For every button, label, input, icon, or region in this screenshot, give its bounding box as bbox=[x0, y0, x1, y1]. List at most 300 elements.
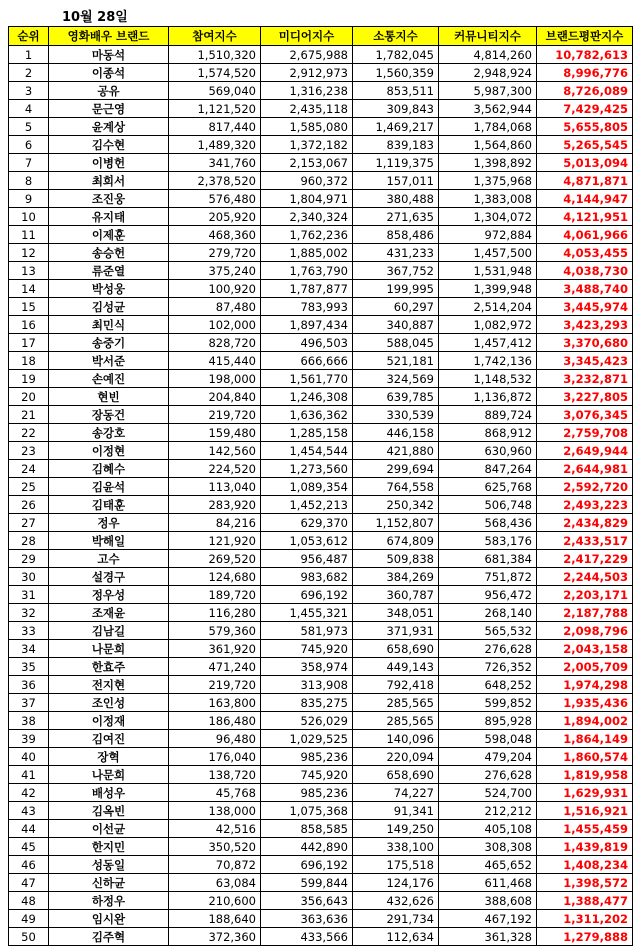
actor-name-cell: 김혜수 bbox=[49, 460, 169, 478]
actor-name-cell: 유지태 bbox=[49, 208, 169, 226]
media-cell: 1,273,560 bbox=[261, 460, 353, 478]
rank-cell: 20 bbox=[9, 388, 49, 406]
brand-index-cell: 2,434,829 bbox=[537, 514, 633, 532]
brand-index-cell: 1,629,931 bbox=[537, 784, 633, 802]
communication-cell: 285,565 bbox=[353, 712, 439, 730]
communication-cell: 157,011 bbox=[353, 172, 439, 190]
actor-name-cell: 이정현 bbox=[49, 442, 169, 460]
brand-index-cell: 1,279,888 bbox=[537, 928, 633, 946]
participation-cell: 100,920 bbox=[169, 280, 261, 298]
table-row bbox=[9, 856, 633, 874]
participation-cell: 1,121,520 bbox=[169, 100, 261, 118]
rank-cell: 10 bbox=[9, 208, 49, 226]
table-row bbox=[9, 100, 633, 118]
table-row bbox=[9, 388, 633, 406]
community-cell: 598,048 bbox=[439, 730, 537, 748]
table-row bbox=[9, 262, 633, 280]
brand-index-cell: 7,429,425 bbox=[537, 100, 633, 118]
table-row bbox=[9, 118, 633, 136]
rank-cell: 2 bbox=[9, 64, 49, 82]
table-row bbox=[9, 874, 633, 892]
community-cell: 308,308 bbox=[439, 838, 537, 856]
communication-cell: 1,782,045 bbox=[353, 46, 439, 64]
rank-cell: 21 bbox=[9, 406, 49, 424]
community-cell: 1,398,892 bbox=[439, 154, 537, 172]
community-cell: 1,148,532 bbox=[439, 370, 537, 388]
media-cell: 363,636 bbox=[261, 910, 353, 928]
actor-name-cell: 김남길 bbox=[49, 622, 169, 640]
media-cell: 599,844 bbox=[261, 874, 353, 892]
media-cell: 983,682 bbox=[261, 568, 353, 586]
table-row bbox=[9, 928, 633, 946]
participation-cell: 159,480 bbox=[169, 424, 261, 442]
table-row bbox=[9, 622, 633, 640]
brand-index-cell: 2,244,503 bbox=[537, 568, 633, 586]
table-row bbox=[9, 154, 633, 172]
media-cell: 1,804,971 bbox=[261, 190, 353, 208]
communication-cell: 338,100 bbox=[353, 838, 439, 856]
table-row bbox=[9, 316, 633, 334]
brand-index-cell: 5,655,805 bbox=[537, 118, 633, 136]
header-participation: 참여지수 bbox=[169, 27, 261, 46]
actor-name-cell: 임시완 bbox=[49, 910, 169, 928]
actor-name-cell: 박해일 bbox=[49, 532, 169, 550]
brand-index-cell: 4,871,871 bbox=[537, 172, 633, 190]
participation-cell: 204,840 bbox=[169, 388, 261, 406]
table-row bbox=[9, 298, 633, 316]
rank-cell: 9 bbox=[9, 190, 49, 208]
rank-cell: 24 bbox=[9, 460, 49, 478]
participation-cell: 84,216 bbox=[169, 514, 261, 532]
communication-cell: 509,838 bbox=[353, 550, 439, 568]
actor-name-cell: 최희서 bbox=[49, 172, 169, 190]
table-row bbox=[9, 658, 633, 676]
rank-cell: 41 bbox=[9, 766, 49, 784]
table-row bbox=[9, 190, 633, 208]
table-row bbox=[9, 370, 633, 388]
actor-name-cell: 장동건 bbox=[49, 406, 169, 424]
brand-index-cell: 1,516,921 bbox=[537, 802, 633, 820]
communication-cell: 764,558 bbox=[353, 478, 439, 496]
media-cell: 783,993 bbox=[261, 298, 353, 316]
brand-index-cell: 3,076,345 bbox=[537, 406, 633, 424]
community-cell: 506,748 bbox=[439, 496, 537, 514]
rank-cell: 30 bbox=[9, 568, 49, 586]
brand-index-cell: 1,388,477 bbox=[537, 892, 633, 910]
brand-index-cell: 3,232,871 bbox=[537, 370, 633, 388]
brand-index-cell: 8,726,089 bbox=[537, 82, 633, 100]
media-cell: 1,897,434 bbox=[261, 316, 353, 334]
actor-name-cell: 하정우 bbox=[49, 892, 169, 910]
participation-cell: 45,768 bbox=[169, 784, 261, 802]
rank-cell: 28 bbox=[9, 532, 49, 550]
participation-cell: 189,720 bbox=[169, 586, 261, 604]
table-row bbox=[9, 712, 633, 730]
brand-index-cell: 2,759,708 bbox=[537, 424, 633, 442]
media-cell: 1,285,158 bbox=[261, 424, 353, 442]
communication-cell: 658,690 bbox=[353, 640, 439, 658]
rank-cell: 15 bbox=[9, 298, 49, 316]
brand-index-cell: 3,445,974 bbox=[537, 298, 633, 316]
community-cell: 565,532 bbox=[439, 622, 537, 640]
brand-index-cell: 5,265,545 bbox=[537, 136, 633, 154]
brand-index-cell: 4,121,951 bbox=[537, 208, 633, 226]
participation-cell: 186,480 bbox=[169, 712, 261, 730]
actor-name-cell: 송승헌 bbox=[49, 244, 169, 262]
community-cell: 681,384 bbox=[439, 550, 537, 568]
communication-cell: 220,094 bbox=[353, 748, 439, 766]
rank-cell: 26 bbox=[9, 496, 49, 514]
rank-cell: 49 bbox=[9, 910, 49, 928]
community-cell: 388,608 bbox=[439, 892, 537, 910]
participation-cell: 42,516 bbox=[169, 820, 261, 838]
brand-index-cell: 1,894,002 bbox=[537, 712, 633, 730]
actor-name-cell: 이선균 bbox=[49, 820, 169, 838]
rank-cell: 45 bbox=[9, 838, 49, 856]
participation-cell: 124,680 bbox=[169, 568, 261, 586]
participation-cell: 468,360 bbox=[169, 226, 261, 244]
header-row bbox=[9, 27, 633, 46]
table-row bbox=[9, 460, 633, 478]
participation-cell: 415,440 bbox=[169, 352, 261, 370]
communication-cell: 839,183 bbox=[353, 136, 439, 154]
actor-name-cell: 이종석 bbox=[49, 64, 169, 82]
participation-cell: 361,920 bbox=[169, 640, 261, 658]
media-cell: 1,762,236 bbox=[261, 226, 353, 244]
communication-cell: 124,176 bbox=[353, 874, 439, 892]
participation-cell: 87,480 bbox=[169, 298, 261, 316]
rank-cell: 48 bbox=[9, 892, 49, 910]
table-row bbox=[9, 838, 633, 856]
actor-name-cell: 김성균 bbox=[49, 298, 169, 316]
participation-cell: 1,510,320 bbox=[169, 46, 261, 64]
media-cell: 1,089,354 bbox=[261, 478, 353, 496]
communication-cell: 853,511 bbox=[353, 82, 439, 100]
community-cell: 611,468 bbox=[439, 874, 537, 892]
participation-cell: 283,920 bbox=[169, 496, 261, 514]
actor-name-cell: 류준열 bbox=[49, 262, 169, 280]
rank-cell: 34 bbox=[9, 640, 49, 658]
table-row bbox=[9, 784, 633, 802]
actor-name-cell: 배성우 bbox=[49, 784, 169, 802]
media-cell: 581,973 bbox=[261, 622, 353, 640]
actor-name-cell: 성동일 bbox=[49, 856, 169, 874]
header-rank: 순위 bbox=[9, 27, 49, 46]
actor-name-cell: 전지현 bbox=[49, 676, 169, 694]
communication-cell: 521,181 bbox=[353, 352, 439, 370]
actor-name-cell: 정우성 bbox=[49, 586, 169, 604]
community-cell: 1,082,972 bbox=[439, 316, 537, 334]
table-row bbox=[9, 442, 633, 460]
rank-cell: 27 bbox=[9, 514, 49, 532]
actor-name-cell: 정우 bbox=[49, 514, 169, 532]
community-cell: 1,531,948 bbox=[439, 262, 537, 280]
participation-cell: 1,574,520 bbox=[169, 64, 261, 82]
participation-cell: 350,520 bbox=[169, 838, 261, 856]
community-cell: 1,383,008 bbox=[439, 190, 537, 208]
media-cell: 985,236 bbox=[261, 748, 353, 766]
media-cell: 313,908 bbox=[261, 676, 353, 694]
communication-cell: 324,569 bbox=[353, 370, 439, 388]
actor-name-cell: 고수 bbox=[49, 550, 169, 568]
community-cell: 212,212 bbox=[439, 802, 537, 820]
rank-cell: 25 bbox=[9, 478, 49, 496]
community-cell: 467,192 bbox=[439, 910, 537, 928]
brand-index-cell: 3,345,423 bbox=[537, 352, 633, 370]
participation-cell: 205,920 bbox=[169, 208, 261, 226]
communication-cell: 432,626 bbox=[353, 892, 439, 910]
actor-name-cell: 윤계상 bbox=[49, 118, 169, 136]
participation-cell: 142,560 bbox=[169, 442, 261, 460]
community-cell: 599,852 bbox=[439, 694, 537, 712]
actor-name-cell: 현빈 bbox=[49, 388, 169, 406]
brand-index-cell: 2,187,788 bbox=[537, 604, 633, 622]
community-cell: 5,987,300 bbox=[439, 82, 537, 100]
rank-cell: 29 bbox=[9, 550, 49, 568]
actor-name-cell: 이정재 bbox=[49, 712, 169, 730]
actor-name-cell: 한효주 bbox=[49, 658, 169, 676]
rank-cell: 38 bbox=[9, 712, 49, 730]
actor-name-cell: 김태훈 bbox=[49, 496, 169, 514]
communication-cell: 1,119,375 bbox=[353, 154, 439, 172]
brand-index-cell: 2,644,981 bbox=[537, 460, 633, 478]
communication-cell: 140,096 bbox=[353, 730, 439, 748]
header-communication: 소통지수 bbox=[353, 27, 439, 46]
community-cell: 1,564,860 bbox=[439, 136, 537, 154]
rank-cell: 11 bbox=[9, 226, 49, 244]
rank-cell: 32 bbox=[9, 604, 49, 622]
community-cell: 625,768 bbox=[439, 478, 537, 496]
communication-cell: 1,469,217 bbox=[353, 118, 439, 136]
table-row bbox=[9, 766, 633, 784]
brand-reputation-table bbox=[8, 26, 633, 946]
brand-index-cell: 2,417,229 bbox=[537, 550, 633, 568]
communication-cell: 271,635 bbox=[353, 208, 439, 226]
brand-index-cell: 1,311,202 bbox=[537, 910, 633, 928]
brand-index-cell: 2,203,171 bbox=[537, 586, 633, 604]
media-cell: 1,454,544 bbox=[261, 442, 353, 460]
actor-name-cell: 김주혁 bbox=[49, 928, 169, 946]
brand-index-cell: 4,061,966 bbox=[537, 226, 633, 244]
actor-name-cell: 이병헌 bbox=[49, 154, 169, 172]
community-cell: 479,204 bbox=[439, 748, 537, 766]
rank-cell: 37 bbox=[9, 694, 49, 712]
actor-name-cell: 김수현 bbox=[49, 136, 169, 154]
rank-cell: 18 bbox=[9, 352, 49, 370]
media-cell: 745,920 bbox=[261, 766, 353, 784]
brand-index-cell: 1,408,234 bbox=[537, 856, 633, 874]
participation-cell: 138,000 bbox=[169, 802, 261, 820]
media-cell: 745,920 bbox=[261, 640, 353, 658]
communication-cell: 299,694 bbox=[353, 460, 439, 478]
participation-cell: 219,720 bbox=[169, 676, 261, 694]
community-cell: 361,328 bbox=[439, 928, 537, 946]
table-row bbox=[9, 640, 633, 658]
table-row bbox=[9, 136, 633, 154]
community-cell: 1,742,136 bbox=[439, 352, 537, 370]
rank-cell: 47 bbox=[9, 874, 49, 892]
communication-cell: 285,565 bbox=[353, 694, 439, 712]
participation-cell: 102,000 bbox=[169, 316, 261, 334]
community-cell: 1,399,948 bbox=[439, 280, 537, 298]
communication-cell: 74,227 bbox=[353, 784, 439, 802]
media-cell: 1,075,368 bbox=[261, 802, 353, 820]
media-cell: 956,487 bbox=[261, 550, 353, 568]
communication-cell: 431,233 bbox=[353, 244, 439, 262]
communication-cell: 380,488 bbox=[353, 190, 439, 208]
communication-cell: 371,931 bbox=[353, 622, 439, 640]
brand-index-cell: 2,592,720 bbox=[537, 478, 633, 496]
communication-cell: 330,539 bbox=[353, 406, 439, 424]
media-cell: 356,643 bbox=[261, 892, 353, 910]
media-cell: 2,435,118 bbox=[261, 100, 353, 118]
rank-cell: 7 bbox=[9, 154, 49, 172]
brand-index-cell: 3,423,293 bbox=[537, 316, 633, 334]
table-row bbox=[9, 568, 633, 586]
actor-name-cell: 최민식 bbox=[49, 316, 169, 334]
participation-cell: 372,360 bbox=[169, 928, 261, 946]
community-cell: 268,140 bbox=[439, 604, 537, 622]
community-cell: 1,375,968 bbox=[439, 172, 537, 190]
communication-cell: 91,341 bbox=[353, 802, 439, 820]
participation-cell: 375,240 bbox=[169, 262, 261, 280]
media-cell: 1,246,308 bbox=[261, 388, 353, 406]
communication-cell: 658,690 bbox=[353, 766, 439, 784]
participation-cell: 1,489,320 bbox=[169, 136, 261, 154]
media-cell: 1,372,182 bbox=[261, 136, 353, 154]
community-cell: 405,108 bbox=[439, 820, 537, 838]
communication-cell: 588,045 bbox=[353, 334, 439, 352]
media-cell: 985,236 bbox=[261, 784, 353, 802]
table-row bbox=[9, 910, 633, 928]
brand-index-cell: 4,038,730 bbox=[537, 262, 633, 280]
community-cell: 568,436 bbox=[439, 514, 537, 532]
table-row bbox=[9, 586, 633, 604]
community-cell: 1,304,072 bbox=[439, 208, 537, 226]
actor-name-cell: 조진웅 bbox=[49, 190, 169, 208]
table-row bbox=[9, 208, 633, 226]
communication-cell: 250,342 bbox=[353, 496, 439, 514]
rank-cell: 44 bbox=[9, 820, 49, 838]
media-cell: 696,192 bbox=[261, 856, 353, 874]
actor-name-cell: 송강호 bbox=[49, 424, 169, 442]
table-row bbox=[9, 82, 633, 100]
media-cell: 666,666 bbox=[261, 352, 353, 370]
communication-cell: 792,418 bbox=[353, 676, 439, 694]
rank-cell: 39 bbox=[9, 730, 49, 748]
communication-cell: 639,785 bbox=[353, 388, 439, 406]
brand-index-cell: 1,819,958 bbox=[537, 766, 633, 784]
header-brand: 영화배우 브랜드 bbox=[49, 27, 169, 46]
communication-cell: 446,158 bbox=[353, 424, 439, 442]
communication-cell: 60,297 bbox=[353, 298, 439, 316]
brand-index-cell: 1,974,298 bbox=[537, 676, 633, 694]
table-row bbox=[9, 892, 633, 910]
media-cell: 526,029 bbox=[261, 712, 353, 730]
actor-name-cell: 손예진 bbox=[49, 370, 169, 388]
brand-index-cell: 5,013,094 bbox=[537, 154, 633, 172]
table-row bbox=[9, 64, 633, 82]
community-cell: 4,814,260 bbox=[439, 46, 537, 64]
media-cell: 629,370 bbox=[261, 514, 353, 532]
participation-cell: 113,040 bbox=[169, 478, 261, 496]
rank-cell: 19 bbox=[9, 370, 49, 388]
media-cell: 858,585 bbox=[261, 820, 353, 838]
participation-cell: 198,000 bbox=[169, 370, 261, 388]
actor-name-cell: 마동석 bbox=[49, 46, 169, 64]
rank-cell: 22 bbox=[9, 424, 49, 442]
actor-name-cell: 장혁 bbox=[49, 748, 169, 766]
communication-cell: 360,787 bbox=[353, 586, 439, 604]
community-cell: 524,700 bbox=[439, 784, 537, 802]
rank-cell: 17 bbox=[9, 334, 49, 352]
media-cell: 696,192 bbox=[261, 586, 353, 604]
rank-cell: 6 bbox=[9, 136, 49, 154]
rank-cell: 13 bbox=[9, 262, 49, 280]
participation-cell: 121,920 bbox=[169, 532, 261, 550]
media-cell: 2,675,988 bbox=[261, 46, 353, 64]
participation-cell: 70,872 bbox=[169, 856, 261, 874]
community-cell: 1,784,068 bbox=[439, 118, 537, 136]
participation-cell: 210,600 bbox=[169, 892, 261, 910]
brand-index-cell: 1,398,572 bbox=[537, 874, 633, 892]
brand-index-cell: 4,144,947 bbox=[537, 190, 633, 208]
date-label: 10월 28일 bbox=[62, 10, 128, 25]
actor-name-cell: 한지민 bbox=[49, 838, 169, 856]
media-cell: 1,636,362 bbox=[261, 406, 353, 424]
participation-cell: 219,720 bbox=[169, 406, 261, 424]
communication-cell: 149,250 bbox=[353, 820, 439, 838]
community-cell: 2,514,204 bbox=[439, 298, 537, 316]
community-cell: 1,457,500 bbox=[439, 244, 537, 262]
brand-index-cell: 2,043,158 bbox=[537, 640, 633, 658]
participation-cell: 576,480 bbox=[169, 190, 261, 208]
table-row bbox=[9, 46, 633, 64]
actor-name-cell: 박서준 bbox=[49, 352, 169, 370]
rank-cell: 31 bbox=[9, 586, 49, 604]
participation-cell: 269,520 bbox=[169, 550, 261, 568]
table-row bbox=[9, 694, 633, 712]
community-cell: 2,948,924 bbox=[439, 64, 537, 82]
participation-cell: 138,720 bbox=[169, 766, 261, 784]
participation-cell: 579,360 bbox=[169, 622, 261, 640]
actor-name-cell: 공유 bbox=[49, 82, 169, 100]
actor-name-cell: 조인성 bbox=[49, 694, 169, 712]
rank-cell: 12 bbox=[9, 244, 49, 262]
media-cell: 835,275 bbox=[261, 694, 353, 712]
rank-cell: 3 bbox=[9, 82, 49, 100]
actor-name-cell: 박성웅 bbox=[49, 280, 169, 298]
communication-cell: 175,518 bbox=[353, 856, 439, 874]
media-cell: 442,890 bbox=[261, 838, 353, 856]
table-row bbox=[9, 352, 633, 370]
actor-name-cell: 이제훈 bbox=[49, 226, 169, 244]
brand-index-cell: 1,455,459 bbox=[537, 820, 633, 838]
participation-cell: 279,720 bbox=[169, 244, 261, 262]
community-cell: 276,628 bbox=[439, 766, 537, 784]
media-cell: 433,566 bbox=[261, 928, 353, 946]
rank-cell: 50 bbox=[9, 928, 49, 946]
community-cell: 956,472 bbox=[439, 586, 537, 604]
table-row bbox=[9, 496, 633, 514]
actor-name-cell: 신하균 bbox=[49, 874, 169, 892]
table-row bbox=[9, 820, 633, 838]
brand-index-cell: 2,005,709 bbox=[537, 658, 633, 676]
community-cell: 895,928 bbox=[439, 712, 537, 730]
media-cell: 358,974 bbox=[261, 658, 353, 676]
media-cell: 1,885,002 bbox=[261, 244, 353, 262]
actor-name-cell: 김윤석 bbox=[49, 478, 169, 496]
